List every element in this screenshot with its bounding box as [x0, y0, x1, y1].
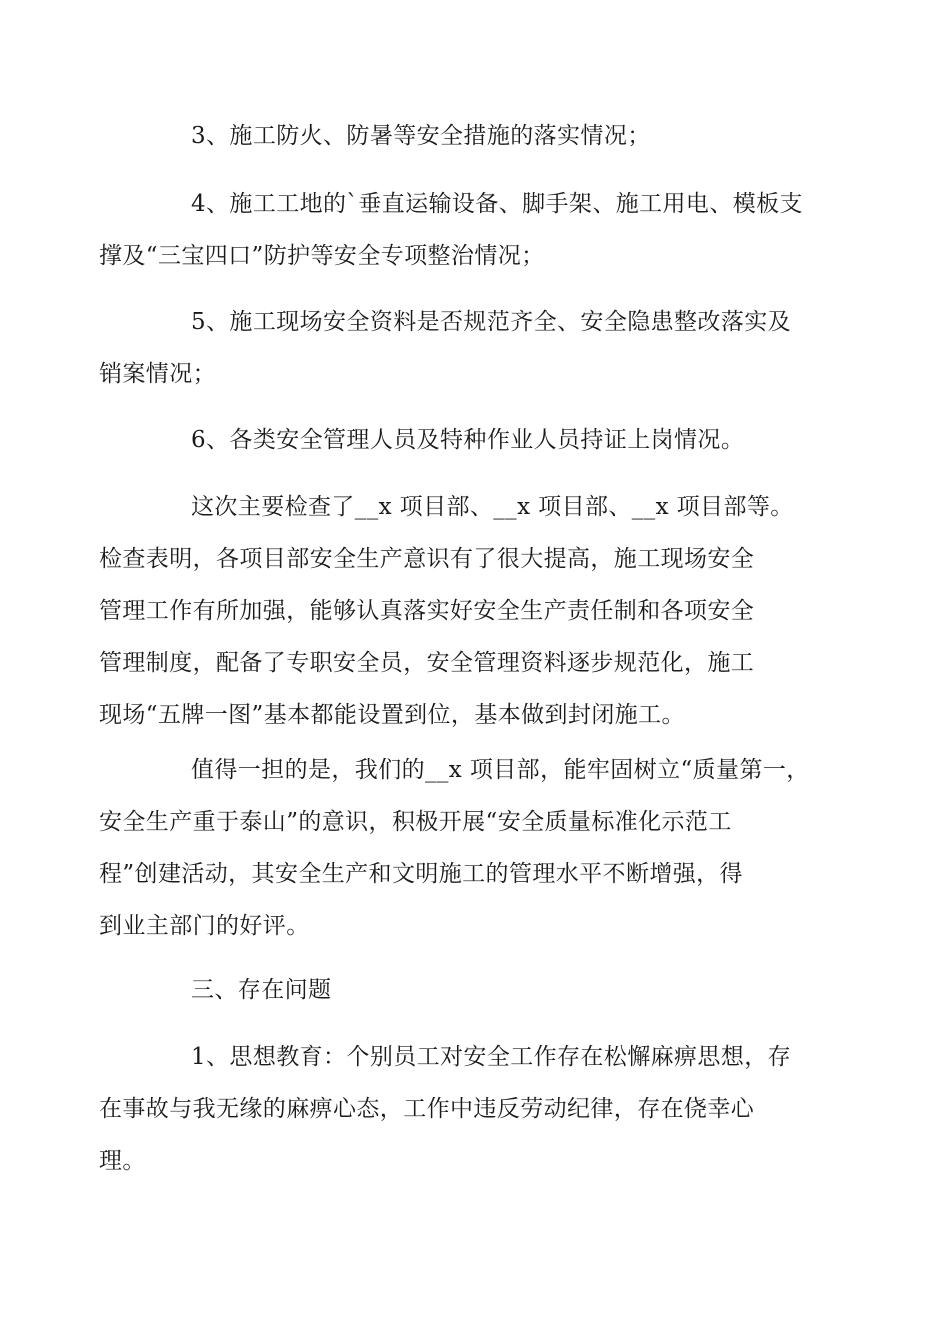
text-line: 管理制度，配备了专职安全员，安全管理资料逐步规范化，施工 [99, 650, 755, 676]
paragraph-item-4 [99, 178, 815, 282]
text-line: 理。 [99, 1148, 146, 1174]
paragraph-highlight [99, 744, 815, 952]
text-line: 4、施工工地的`垂直运输设备、脚手架、施工用电、模板支 [191, 191, 803, 217]
text-line: 撑及“三宝四口”防护等安全专项整治情况； [99, 243, 545, 269]
text-line: 这次主要检查了__x 项目部、__x 项目部、__x 项目部等。 [191, 494, 794, 520]
text-line: 在事故与我无缘的麻痹心态，工作中违反劳动纪律，存在侥幸心 [99, 1096, 755, 1122]
text-line: 安全生产重于泰山”的意识，积极开展“安全质量标准化示范工 [99, 809, 732, 835]
text-line: 值得一担的是，我们的__x 项目部，能牢固树立“质量第一， [191, 757, 810, 783]
text-line: 现场“五牌一图”基本都能设置到位，基本做到封闭施工。 [99, 702, 685, 728]
text-line: 三、存在问题 [191, 977, 332, 1003]
text-line: 5、施工现场安全资料是否规范齐全、安全隐患整改落实及 [191, 309, 792, 335]
text-line: 1、思想教育：个别员工对安全工作存在松懈麻痹思想，存 [191, 1044, 792, 1070]
paragraph-item-6 [145, 414, 815, 466]
text-line: 3、施工防火、防暑等安全措施的落实情况； [191, 123, 651, 149]
text-line: 程”创建活动，其安全生产和文明施工的管理水平不断增强，得 [99, 861, 743, 887]
paragraph-item-3 [145, 110, 815, 162]
paragraph-issue-1 [99, 1031, 815, 1187]
paragraph-inspection-summary [99, 481, 815, 741]
text-line: 管理工作有所加强，能够认真落实好安全生产责任制和各项安全 [99, 598, 755, 624]
text-line: 检查表明，各项目部安全生产意识有了很大提高，施工现场安全 [99, 546, 755, 572]
paragraph-item-5 [99, 296, 815, 400]
text-line: 到业主部门的好评。 [99, 913, 310, 939]
text-line: 6、各类安全管理人员及特种作业人员持证上岗情况。 [191, 427, 745, 453]
text-line: 销案情况； [99, 361, 216, 387]
section-heading [145, 964, 815, 1016]
